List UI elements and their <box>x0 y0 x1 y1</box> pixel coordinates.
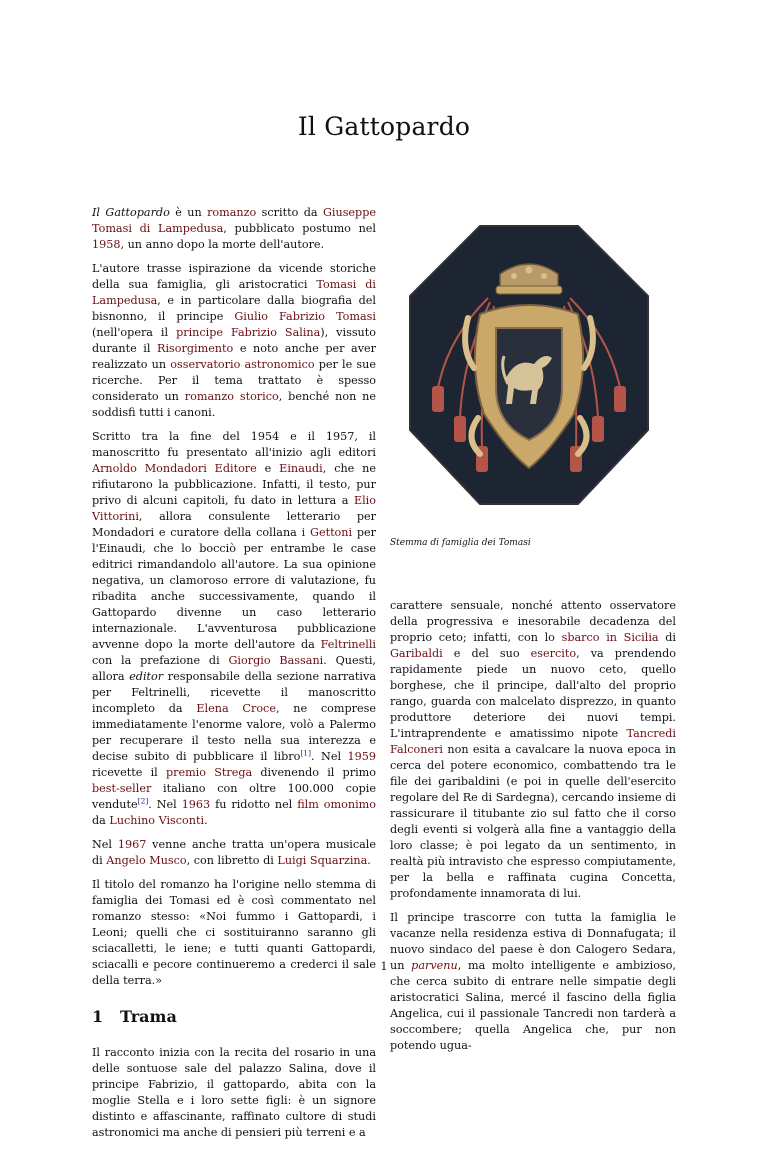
link-giulio-fabrizio[interactable]: Giulio Fabrizio Tomasi <box>234 310 376 323</box>
link-author[interactable]: Giuseppe Tomasi di Lampedusa <box>92 206 376 235</box>
link-1967[interactable]: 1967 <box>117 838 147 851</box>
link-squarzina[interactable]: Luigi Squarzina <box>277 854 368 867</box>
link-gettoni[interactable]: i Gettoni <box>301 526 353 539</box>
link-einaudi[interactable]: Einaudi <box>279 462 323 475</box>
trama-paragraph-2: Il principe trascorre con tutta la famiglia le vacanze nella residenza estiva di Donnafugata; il nuovo sindaco del paese è don Calogero Sedara, un parvenu, ma molto intelligente e ambizioso, che cerca subito di entrare nelle simpatie degli aristocratici Salina, mercé il fascino della figlia Angelica, cui il passionale Tancredi non tarderà a soccombere; quella Angelica che, pur non potendo ugua- <box>390 911 676 1052</box>
book-title-italic: Il Gattopardo <box>92 206 170 219</box>
page-title: Il Gattopardo <box>297 112 471 141</box>
link-tancredi[interactable]: Tancredi Falconeri <box>390 727 676 756</box>
link-1963[interactable]: 1963 <box>181 798 211 811</box>
parvenu-italic: parvenu <box>411 959 458 972</box>
link-romanzo-storico[interactable]: romanzo storico <box>184 390 279 403</box>
figure-caption: Stemma di famiglia dei Tomasi <box>390 538 531 548</box>
link-mondadori[interactable]: Arnoldo Mondadori Editore <box>92 462 257 475</box>
link-garibaldi[interactable]: Garibaldi <box>390 647 443 660</box>
right-column <box>390 598 676 1062</box>
link-musco[interactable]: Angelo Musco <box>106 854 187 867</box>
left-column <box>92 205 376 1149</box>
link-best-seller[interactable]: best-seller <box>92 782 152 795</box>
link-vittorini[interactable]: Elio Vittorini <box>92 494 376 523</box>
intro-paragraph-5: Il titolo del romanzo ha l'origine nello stemma di famiglia dei Tomasi ed è così commentato nel romanzo stesso: «Noi fummo i Gattopardi, i Leoni; quelli che ci sostituiranno saranno gli sciacalletti, le iene; e tutti quanti Gattopardi, sciacalli e pecore continueremo a crederci il sale della terra.» <box>92 878 376 987</box>
link-sbarco-sicilia[interactable]: sbarco in Sicilia <box>561 631 659 644</box>
link-visconti[interactable]: Luchino Visconti <box>109 814 205 827</box>
coat-of-arms-image <box>408 218 650 508</box>
link-osservatorio[interactable]: osservatorio astronomico <box>170 358 315 371</box>
intro-paragraph-3: Scritto tra la fine del 1954 e il 1957, il manoscritto fu presentato all'inizio agli editori Arnoldo Mondadori Editore e Einaudi, che ne rifiutarono la pubblicazione. Infatti, il testo, pur privo di alcuni capitoli, fu dato in lettura a Elio Vittorini, allora consulente letterario per Mondadori e curatore della collana i Gettoni per l'Einaudi, che lo bocciò per entrambe le case editrici rimandandolo all'autore. La sua opinione negativa, un clamoroso errore di valutazione, fu ribadita anche successivamente, quando il Gattopardo divenne un caso letterario internazionale. L'avventurosa pubblicazione avvenne dopo la morte dell'autore da Feltrinelli con la prefazione di Giorgio Bassani. Questi, allora editor responsabile della sezione narrativa per Feltrinelli, ricevette il manoscritto incompleto da Elena Croce, ne comprese immediatamente l'enorme valore, volò a Palermo per recuperare il testo nella sua interezza e decise subito di pubblicare il libro[1]. Nel 1959 ricevette il premio Strega divenendo il primo best-seller italiano con oltre 100.000 copie vendute[2]. Nel 1963 fu ridotto nel film omonimo da Luchino Visconti. <box>92 430 377 827</box>
page-number: 1 <box>380 960 388 973</box>
section-title: Trama <box>120 1007 177 1026</box>
link-risorgimento[interactable]: Risorgimento <box>157 342 234 355</box>
link-film-omonimo[interactable]: film omonimo <box>297 798 376 811</box>
section-heading-trama <box>92 1009 376 1025</box>
section-number: 1 <box>92 1007 104 1026</box>
figure-coat-of-arms <box>390 218 676 548</box>
intro-paragraph-1: Il Gattopardo è un romanzo scritto da Giuseppe Tomasi di Lampedusa, pubblicato postumo nel 1958, un anno dopo la morte dell'autore. <box>92 206 376 251</box>
link-1958[interactable]: 1958 <box>92 238 121 251</box>
trama-paragraph-1-continued: carattere sensuale, nonché attento osservatore della progressiva e inesorabile decadenza del proprio ceto; infatti, con lo sbarco in Sicilia di Garibaldi e del suo esercito, va prendendo rapidamente piede un nuovo ceto, quello borghese, che il principe, dall'alto del proprio rango, guarda con malcelato disprezzo, in quanto produttore deteriore dei nuovi tempi. L'intraprendente e amatissimo nipote Tancredi Falconeri non esita a cavalcare la nuova epoca in cerca del potere economico, combattendo tra le file dei garibaldini (e poi in quelle dell'esercito regolare del Re di Sardegna), cercando insieme di rassicurare il titubante zio sul fatto che il corso degli eventi si volgerà alla fine a vantaggio della loro classe; è poi legato da un sentimento, in realtà più intravisto che espresso compiutamente, per la bella e raffinata cugina Concetta, profondamente innamorata di lui. <box>390 599 676 900</box>
link-premio-strega[interactable]: premio Strega <box>165 766 253 779</box>
link-feltrinelli[interactable]: Feltrinelli <box>320 638 376 651</box>
reference-2[interactable]: [2] <box>137 796 149 806</box>
reference-1[interactable]: [1] <box>300 748 311 758</box>
link-bassani[interactable]: Giorgio Bassani <box>228 654 324 667</box>
link-1959[interactable]: 1959 <box>347 750 376 763</box>
link-tomasi[interactable]: Tomasi di Lampedusa <box>92 278 376 307</box>
trama-paragraph-1: Il racconto inizia con la recita del rosario in una delle sontuose sale del palazzo Salina, dove il principe Fabrizio, il gattopardo, abita con la moglie Stella e i loro sette figli: è un signore distinto e affascinante, raffinato cultore di studi astronomici ma anche di pensieri più terreni e a <box>92 1046 376 1139</box>
intro-paragraph-4: Nel 1967 venne anche tratta un'opera musicale di Angelo Musco, con libretto di Luigi Squarzina. <box>92 838 376 867</box>
link-esercito[interactable]: esercito <box>530 647 577 660</box>
link-croce[interactable]: Elena Croce <box>196 702 276 715</box>
link-principe-salina[interactable]: principe Fabrizio Salina <box>176 326 321 339</box>
link-romanzo[interactable]: romanzo <box>207 206 257 219</box>
intro-paragraph-2: L'autore trasse ispirazione da vicende storiche della sua famiglia, gli aristocratici Tomasi di Lampedusa, e in particolare dalla biografia del bisnonno, il principe Giulio Fabrizio Tomasi (nell'opera il principe Fabrizio Salina), vissuto durante il Risorgimento e noto anche per aver realizzato un osservatorio astronomico per le sue ricerche. Per il tema trattato è spesso considerato un romanzo storico, benché non ne soddisfi tutti i canoni. <box>92 262 376 419</box>
